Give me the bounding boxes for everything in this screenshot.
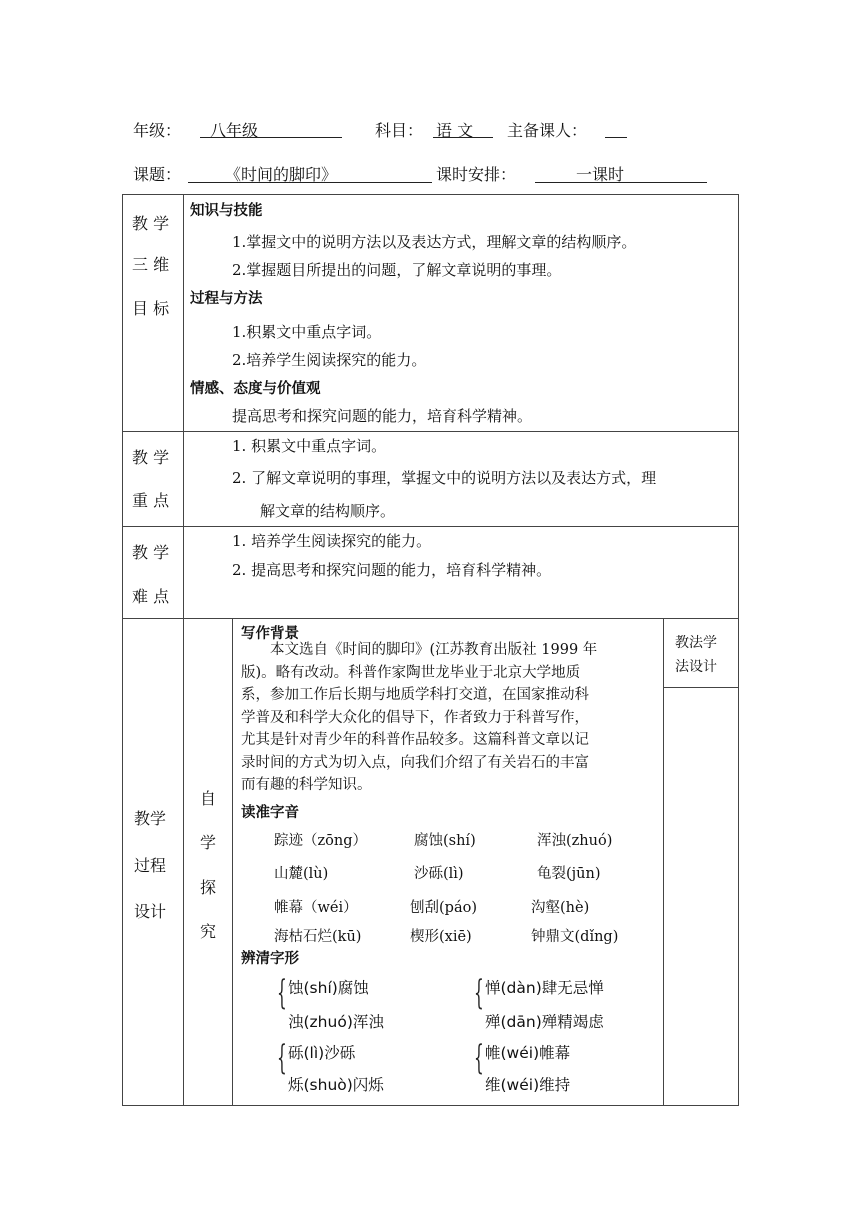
pron-item: 沙砾(lì) [414, 866, 464, 882]
process-label-2: 过程 [134, 856, 167, 875]
background-heading: 写作背景 [241, 626, 299, 642]
keypoint-item: 1. 积累文中重点字词。 [232, 437, 387, 455]
sub-label-1: 自 [200, 789, 217, 808]
keypoint-item: 解文章的结构顺序。 [260, 502, 396, 520]
topic-label: 课题： [133, 165, 182, 184]
pron-item: 龟裂(jūn) [537, 866, 601, 882]
pron-item: 腐蚀(shí) [414, 833, 476, 849]
sub-label-2: 学 [200, 833, 217, 852]
schedule-value: 一课时 [576, 165, 625, 184]
shape-item: 殚(dān)殚精竭虑 [485, 1013, 604, 1031]
pron-item: 楔形(xiē) [410, 929, 472, 945]
goals-item: 2.掌握题目所提出的问题，了解文章说明的事理。 [232, 261, 562, 279]
goals-item: 1.积累文中重点字词。 [232, 323, 382, 341]
keypoint-item: 2. 了解文章说明的事理，掌握文中的说明方法以及表达方式，理 [232, 469, 657, 487]
pron-item: 海枯石烂(kū) [274, 929, 362, 945]
schedule-label: 课时安排： [436, 165, 517, 184]
brace-icon: { [277, 973, 287, 1013]
pronunciation-heading: 读准字音 [241, 805, 299, 821]
subject-label: 科目： [375, 121, 424, 140]
pron-item: 踪迹（zōng） [274, 833, 367, 849]
goals-heading-emotion: 情感、态度与价值观 [190, 381, 321, 397]
grade-underline [200, 137, 342, 138]
sub-label-4: 究 [200, 922, 217, 941]
keypoints-label-2: 重 点 [132, 491, 170, 510]
shape-item: 帷(wéi)帷幕 [485, 1044, 571, 1062]
shape-item: 烁(shuò)闪烁 [288, 1076, 384, 1094]
brace-icon: { [474, 1038, 484, 1078]
pron-item: 帷幕（wéi） [274, 900, 358, 916]
pron-item: 刨刮(páo) [410, 900, 477, 916]
sub-label-3: 探 [200, 878, 217, 897]
goals-item: 1.掌握文中的说明方法以及表达方式，理解文章的结构顺序。 [232, 233, 637, 251]
preparer-label: 主备课人： [507, 121, 588, 140]
process-label-3: 设计 [134, 902, 167, 921]
shapes-heading: 辨清字形 [241, 951, 299, 967]
goals-item: 2.培养学生阅读探究的能力。 [232, 351, 427, 369]
goals-heading-knowledge: 知识与技能 [190, 203, 263, 219]
schedule-underline [535, 182, 707, 183]
goals-item: 提高思考和探究问题的能力，培育科学精神。 [232, 407, 533, 425]
grade-label: 年级： [133, 121, 182, 140]
shape-item: 浊(zhuó)浑浊 [288, 1013, 384, 1031]
shape-item: 惮(dàn)肆无忌惮 [485, 979, 604, 997]
difficulties-label-1: 教 学 [132, 543, 170, 562]
goals-label-1: 教 学 [132, 214, 170, 233]
background-line: 而有趣的科学知识。 [241, 777, 372, 793]
goals-heading-process: 过程与方法 [190, 291, 263, 307]
background-line: 尤其是针对青少年的科普作品较多。这篇科普文章以记 [241, 732, 589, 748]
background-line: 版)。略有改动。科普作家陶世龙毕业于北京大学地质 [241, 665, 581, 681]
goals-label-2: 三 维 [132, 255, 170, 274]
method-label-2: 法设计 [675, 659, 717, 675]
shape-item: 维(wéi)维持 [485, 1076, 571, 1094]
topic-value: 《时间的脚印》 [225, 165, 338, 184]
difficulty-item: 1. 培养学生阅读探究的能力。 [232, 532, 432, 550]
subject-value: 语 文 [436, 121, 474, 140]
background-line: 录时间的方式为切入点，向我们介绍了有关岩石的丰富 [241, 755, 589, 771]
difficulty-item: 2. 提高思考和探究问题的能力，培育科学精神。 [232, 561, 552, 579]
shape-item: 蚀(shí)腐蚀 [288, 979, 369, 997]
pron-item: 山麓(lù) [274, 866, 329, 882]
process-label-1: 教学 [134, 809, 167, 828]
pron-item: 浑浊(zhuó) [537, 833, 613, 849]
background-line: 学普及和科学大众化的倡导下，作者致力于科普写作， [241, 710, 589, 726]
topic-underline [188, 182, 432, 183]
grade-value: 八年级 [210, 121, 259, 140]
brace-icon: { [474, 973, 484, 1013]
shape-item: 砾(lì)沙砾 [288, 1044, 356, 1062]
subject-underline [433, 137, 493, 138]
difficulties-label-2: 难 点 [132, 587, 170, 606]
goals-label-3: 目 标 [132, 299, 170, 318]
method-label-1: 教法学 [675, 635, 717, 651]
background-line: 系，参加工作后长期与地质学科打交道，在国家推动科 [241, 687, 589, 703]
pron-item: 钟鼎文(dǐng) [531, 929, 619, 945]
keypoints-label-1: 教 学 [132, 448, 170, 467]
pron-item: 沟壑(hè) [531, 900, 590, 916]
preparer-underline [605, 137, 627, 138]
brace-icon: { [277, 1038, 287, 1078]
background-line: 本文选自《时间的脚印》(江苏教育出版社 1999 年 [270, 642, 598, 658]
